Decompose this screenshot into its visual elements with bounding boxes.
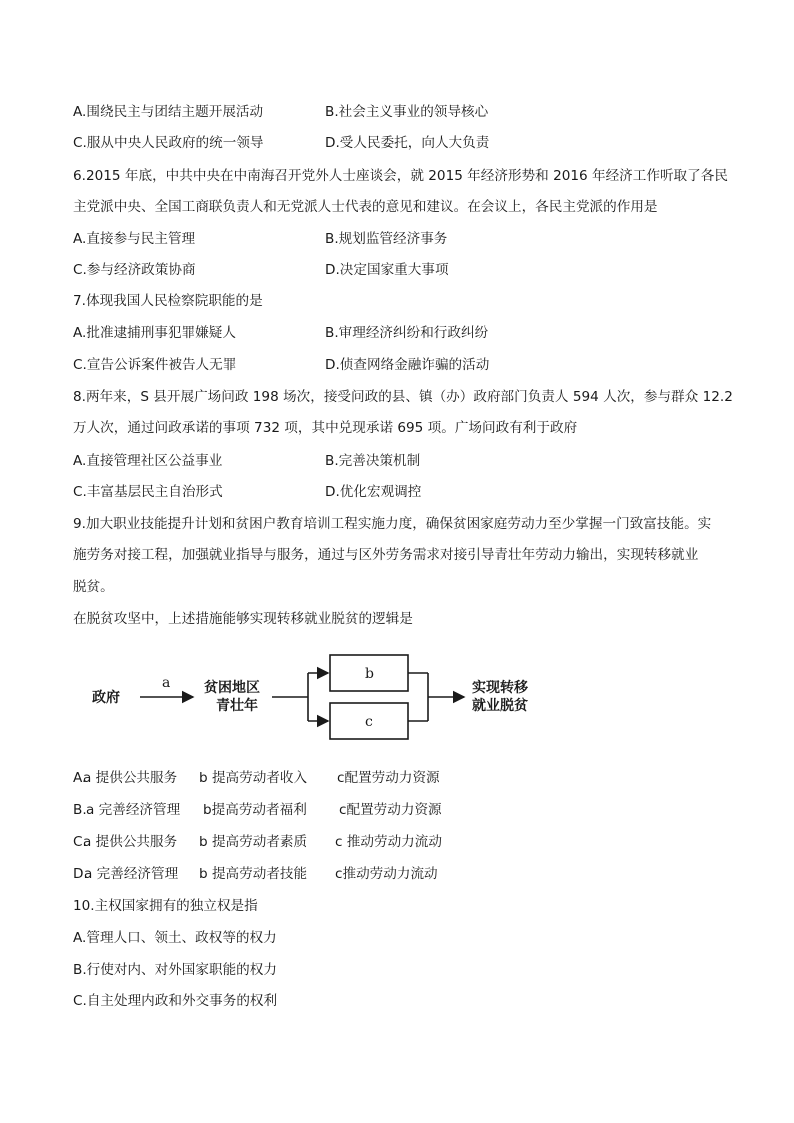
q6-stem-line1: 6.2015 年底，中共中央在中南海召开党外人士座谈会，就 2015 年经济形势和 2016 年经济工作听取了各民 <box>73 168 728 184</box>
q9-option-b-part-a: a 完善经济管理 <box>86 802 181 818</box>
q9-option-b-part-c: c配置劳动力资源 <box>339 802 442 818</box>
q9-option-c-part-c: c 推动劳动力流动 <box>335 834 442 850</box>
q9-option-a-part-b: b 提高劳动者收入 <box>199 770 308 786</box>
q9-stem-line4: 在脱贫攻坚中，上述措施能够实现转移就业脱贫的逻辑是 <box>73 611 413 627</box>
q6-option-c: C.参与经济政策协商 <box>73 262 196 278</box>
q8-option-a: A.直接管理社区公益事业 <box>73 453 223 469</box>
q9-stem-line3: 脱贫。 <box>73 579 114 595</box>
q7-option-b: B.审理经济纠纷和行政纠纷 <box>325 325 489 341</box>
q6-option-b: B.规划监管经济事务 <box>325 231 448 247</box>
q5-option-c: C.服从中央人民政府的统一领导 <box>73 135 264 151</box>
diagram-result-line1: 实现转移 <box>472 680 528 696</box>
diagram-target-line1: 贫困地区 <box>204 680 260 696</box>
q9-option-d-part-b: b 提高劳动者技能 <box>199 866 308 882</box>
diagram-box-b-label: b <box>365 666 374 682</box>
q7-option-a: A.批准逮捕刑事犯罪嫌疑人 <box>73 325 236 341</box>
q6-option-d: D.决定国家重大事项 <box>325 262 449 278</box>
q10-option-c: C.自主处理内政和外交事务的权利 <box>73 993 278 1009</box>
diagram-arrow-a-label: a <box>162 675 171 691</box>
q10-option-b: B.行使对内、对外国家职能的权力 <box>73 962 277 978</box>
q6-stem-line2: 主党派中央、全国工商联负责人和无党派人士代表的意见和建议。在会议上，各民主党派的作用是 <box>73 199 658 215</box>
q8-stem-line1: 8.两年来，S 县开展广场问政 198 场次，接受问政的县、镇（办）政府部门负责人 594 人次，参与群众 12.2 <box>73 389 733 405</box>
diagram-box-c-label: c <box>365 714 373 730</box>
q5-option-b: B.社会主义事业的领导核心 <box>325 104 489 120</box>
diagram-government-label: 政府 <box>92 690 120 706</box>
q5-option-a: A.围绕民主与团结主题开展活动 <box>73 104 264 120</box>
q9-stem-line1: 9.加大职业技能提升计划和贫困户教育培训工程实施力度，确保贫困家庭劳动力至少掌握一门致富技能。实 <box>73 516 712 532</box>
q5-option-d: D.受人民委托，向人大负责 <box>325 135 490 151</box>
q9-option-a-part-c: c配置劳动力资源 <box>337 770 440 786</box>
q10-option-a: A.管理人口、领土、政权等的权力 <box>73 930 277 946</box>
q8-option-b: B.完善决策机制 <box>325 453 421 469</box>
q9-flow-diagram-svg <box>68 645 538 753</box>
q9-option-a-label: A. <box>73 770 87 786</box>
q7-stem: 7.体现我国人民检察院职能的是 <box>73 293 263 309</box>
q9-option-a-part-a: a 提供公共服务 <box>83 770 178 786</box>
q9-option-c-part-b: b 提高劳动者素质 <box>199 834 308 850</box>
q6-option-a: A.直接参与民主管理 <box>73 231 196 247</box>
q10-stem: 10.主权国家拥有的独立权是指 <box>73 898 258 914</box>
q9-option-b-label: B. <box>73 802 87 818</box>
diagram-target-line2: 青壮年 <box>216 698 258 714</box>
q9-stem-line2: 施劳务对接工程，加强就业指导与服务，通过与区外劳务需求对接引导青壮年劳动力输出，实现转移就业 <box>73 547 699 563</box>
q9-flow-diagram <box>68 645 538 753</box>
diagram-result-line2: 就业脱贫 <box>472 698 528 714</box>
q9-option-d-part-a: a 完善经济管理 <box>84 866 179 882</box>
q8-option-c: C.丰富基层民主自治形式 <box>73 484 223 500</box>
q9-option-c-part-a: a 提供公共服务 <box>83 834 178 850</box>
q8-stem-line2: 万人次，通过问政承诺的事项 732 项，其中兑现承诺 695 项。广场问政有利于政府 <box>73 420 578 436</box>
q9-option-d-part-c: c推动劳动力流动 <box>335 866 438 882</box>
q9-option-c-label: C. <box>73 834 87 850</box>
q7-option-d: D.侦查网络金融诈骗的活动 <box>325 357 490 373</box>
q9-option-b-part-b: b提高劳动者福利 <box>203 802 307 818</box>
q7-option-c: C.宣告公诉案件被告人无罪 <box>73 357 237 373</box>
q9-option-d-label: D. <box>73 866 88 882</box>
q8-option-d: D.优化宏观调控 <box>325 484 422 500</box>
